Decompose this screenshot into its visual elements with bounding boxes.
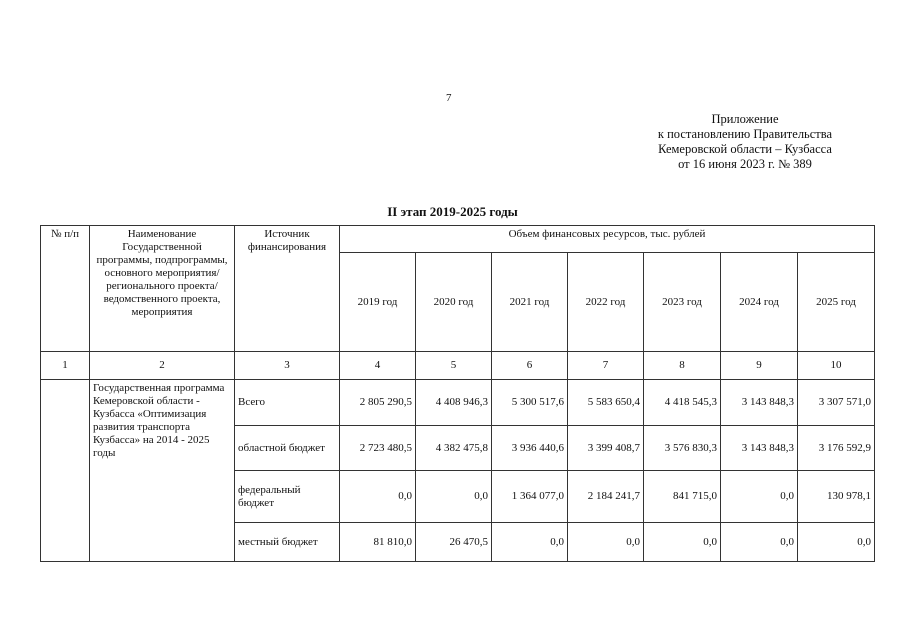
value-cell: 0,0 (644, 523, 721, 562)
header-row (41, 226, 875, 253)
column-index: 3 (235, 352, 340, 380)
value-cell: 81 810,0 (340, 523, 416, 562)
column-index: 2 (90, 352, 235, 380)
value-cell: 4 382 475,8 (416, 426, 492, 471)
source-cell: Всего (235, 380, 340, 426)
appendix-block (630, 112, 860, 172)
value-cell: 4 418 545,3 (644, 380, 721, 426)
value-cell: 3 399 408,7 (568, 426, 644, 471)
header-volume: Объем финансовых ресурсов, тыс. рублей (340, 226, 875, 253)
value-cell: 3 143 848,3 (721, 426, 798, 471)
column-index: 10 (798, 352, 875, 380)
column-index: 4 (340, 352, 416, 380)
value-cell: 0,0 (721, 523, 798, 562)
value-cell: 2 805 290,5 (340, 380, 416, 426)
value-cell: 2 723 480,5 (340, 426, 416, 471)
value-cell: 130 978,1 (798, 471, 875, 523)
header-year: 2024 год (721, 253, 798, 352)
header-year: 2021 год (492, 253, 568, 352)
header-name: Наименование Государственной программы, подпрограммы, основного мероприятия/ регионального проекта/ведомственного проекта, мероприятия (90, 226, 235, 352)
column-index-row (41, 352, 875, 380)
header-year: 2019 год (340, 253, 416, 352)
value-cell: 4 408 946,3 (416, 380, 492, 426)
financing-table (40, 225, 875, 562)
stage-title: II этап 2019-2025 годы (387, 204, 518, 219)
header-year: 2020 год (416, 253, 492, 352)
value-cell: 3 936 440,6 (492, 426, 568, 471)
header-year: 2022 год (568, 253, 644, 352)
column-index: 8 (644, 352, 721, 380)
table-row-total (41, 380, 875, 426)
header-year: 2023 год (644, 253, 721, 352)
value-cell: 3 143 848,3 (721, 380, 798, 426)
source-cell: областной бюджет (235, 426, 340, 471)
header-year: 2025 год (798, 253, 875, 352)
appendix-line-4: от 16 июня 2023 г. № 389 (678, 157, 812, 171)
value-cell: 3 176 592,9 (798, 426, 875, 471)
header-source: Источник финансирования (235, 226, 340, 352)
value-cell: 841 715,0 (644, 471, 721, 523)
header-num: № п/п (41, 226, 90, 352)
page-number: 7 (446, 92, 452, 104)
appendix-line-3: Кемеровской области – Кузбасса (658, 142, 832, 156)
value-cell: 0,0 (798, 523, 875, 562)
column-index: 6 (492, 352, 568, 380)
program-name: Государственная программа Кемеровской области - Кузбасса «Оптимизация развития транспорта Кузбасса» на 2014 - 2025 годы (90, 380, 235, 562)
source-cell: местный бюджет (235, 523, 340, 562)
value-cell: 0,0 (416, 471, 492, 523)
value-cell: 3 576 830,3 (644, 426, 721, 471)
value-cell: 0,0 (492, 523, 568, 562)
appendix-line-1: Приложение (711, 112, 779, 126)
column-index: 1 (41, 352, 90, 380)
value-cell: 5 300 517,6 (492, 380, 568, 426)
column-index: 7 (568, 352, 644, 380)
value-cell: 0,0 (721, 471, 798, 523)
value-cell: 2 184 241,7 (568, 471, 644, 523)
value-cell: 26 470,5 (416, 523, 492, 562)
program-num (41, 380, 90, 562)
source-cell: федеральный бюджет (235, 471, 340, 523)
column-index: 5 (416, 352, 492, 380)
value-cell: 0,0 (340, 471, 416, 523)
column-index: 9 (721, 352, 798, 380)
value-cell: 0,0 (568, 523, 644, 562)
value-cell: 1 364 077,0 (492, 471, 568, 523)
appendix-line-2: к постановлению Правительства (657, 127, 833, 141)
value-cell: 3 307 571,0 (798, 380, 875, 426)
value-cell: 5 583 650,4 (568, 380, 644, 426)
